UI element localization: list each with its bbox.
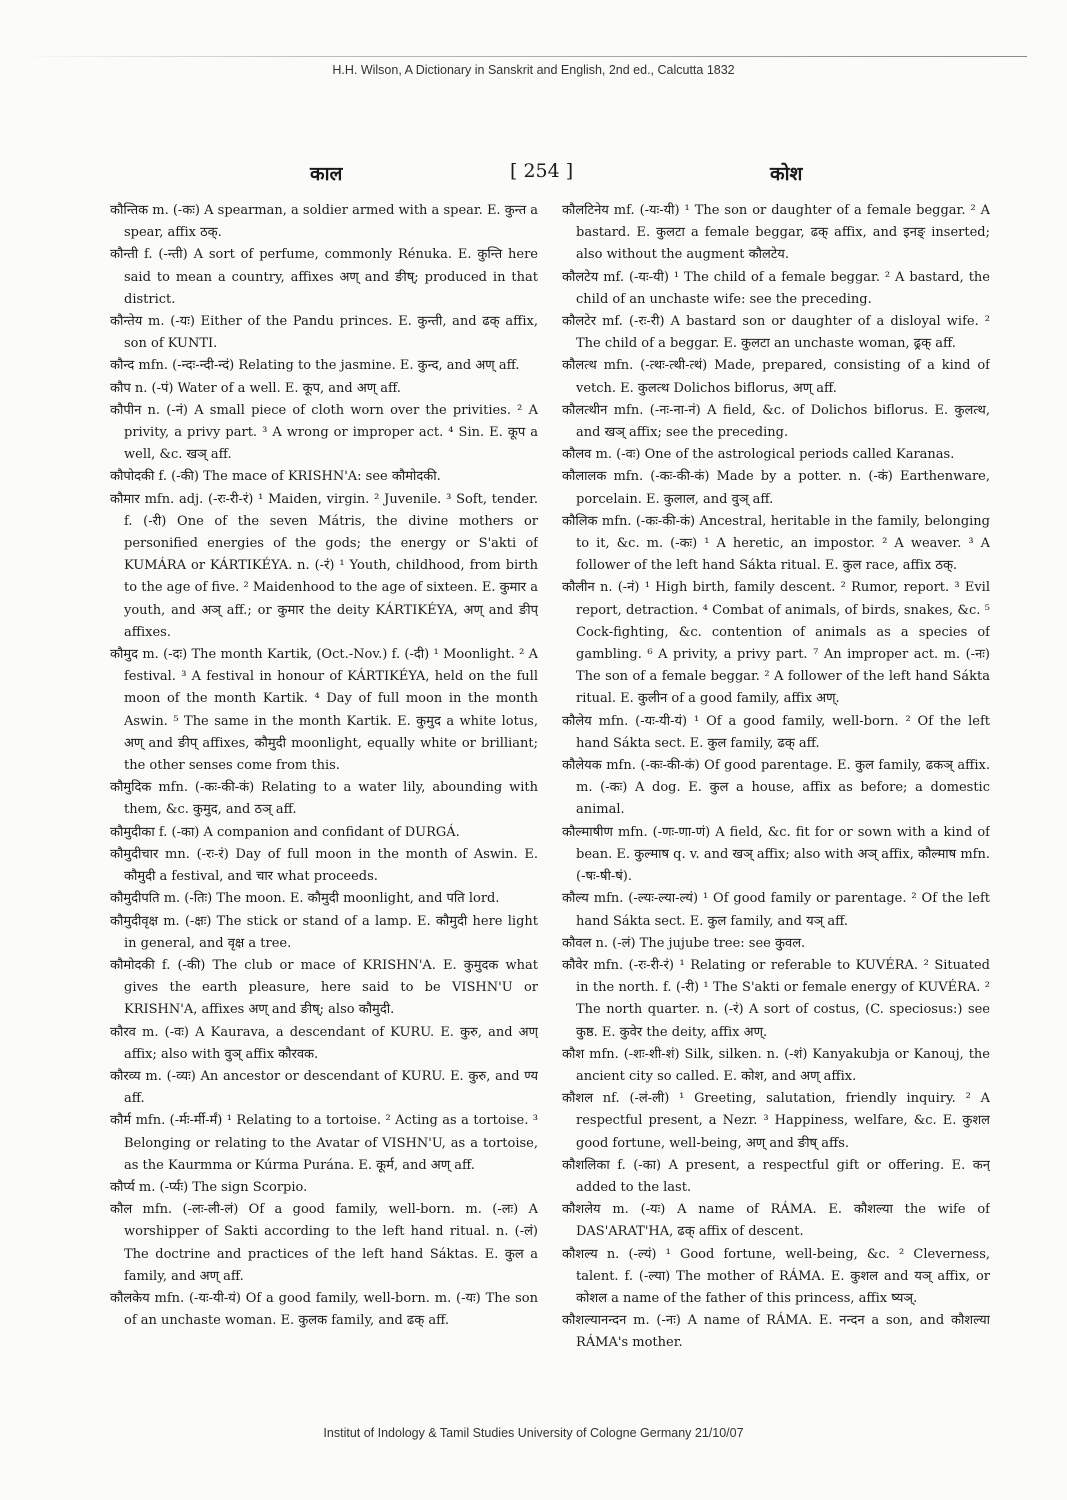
dictionary-entry: कौमुद m. (-दः) The month Kartik, (Oct.-Nov.) f. (-दी) ¹ Moonlight. ² A festival. ³ A festival in honour of KÁRTIKÉYA, held on the full moon of the month Kartik. ⁴ Day of full moon in the month Aswin. ⁵ The same in the month Kartik. E. कुमुद a white lotus, अण् and ङीप् affixes, कौमुदी moonlight, equally white or brilliant; the other senses come from this.	[110, 647, 538, 774]
dictionary-entry: कौलेयक mfn. (-कः-की-कं) Of good parentage. E. कुल family, ढकञ् affix. m. (-कः) A dog. E. कुल a house, affix as before; a domestic animal.	[562, 758, 990, 818]
dictionary-entry: कौमुदीका f. (-का) A companion and confidant of DURGÁ.	[110, 824, 460, 840]
dictionary-entry: कौन्ती f. (-न्ती) A sort of perfume, commonly Rénuka. E. कुन्ति here said to mean a country, affixes अण् and ङीष्; produced in that district.	[110, 247, 538, 307]
dictionary-entry: कौशल्यानन्दन m. (-नः) A name of RÁMA. E. नन्दन a son, and कौशल्या RÁMA's mother.	[562, 1313, 990, 1351]
dictionary-entry: कौमुदीवृक्ष m. (-क्षः) The stick or stand of a lamp. E. कौमुदी here light in general, and वृक्ष a tree.	[110, 913, 538, 951]
left-column	[110, 200, 538, 1400]
dictionary-entry: कौपीन n. (-नं) A small piece of cloth worn over the privities. ² A privity, a privy part. ³ A wrong or improper act. ⁴ Sin. E. कूप a well, &c. खञ् aff.	[110, 402, 538, 463]
running-head	[110, 160, 990, 188]
footer-note: Institut of Indology & Tamil Studies University of Cologne Germany 21/10/07	[323, 1426, 744, 1440]
dictionary-entry: कौलटिनेय mf. (-यः-यी) ¹ The son or daughter of a female beggar. ² A bastard. E. कुलटा a female beggar, ढक् affix, and इनङ् inserted; also without the augment कौलटेय.	[562, 203, 990, 263]
dictionary-entry: कौन्तिक m. (-कः) A spearman, a soldier armed with a spear. E. कुन्त a spear, affix ठक्.	[110, 203, 538, 241]
dictionary-entry: कौपोदकी f. (-की) The mace of KRISHN'A: see कौमोदकी.	[110, 469, 441, 485]
dictionary-entry: कौलीन n. (-नं) ¹ High birth, family descent. ² Rumor, report. ³ Evil report, detraction. ⁴ Combat of animals, of birds, snakes, &c. ⁵ Cock-fighting, &c. contention of animals as a species of gambling. ⁶ A privity, a privy part. ⁷ An improper act. m. (-नः) The son of a female beggar. ² A follower of the left hand Sákta ritual. E. कुलीन of a good family, affix अण्.	[562, 580, 990, 707]
dictionary-entry: कौमोदकी f. (-की) The club or mace of KRISHN'A. E. कुमुदक what gives the earth pleasure, here said to be VISHN'U or KRISHN'A, affixes अण् and ङीष्; also कौमुदी.	[110, 957, 538, 1018]
dictionary-entry: कौलटेर mf. (-रः-री) A bastard son or daughter of a disloyal wife. ² The child of a beggar. E. कुलटा an unchaste woman, ढ्रक् aff.	[562, 314, 990, 352]
dictionary-entry: कौमुदीपति m. (-तिः) The moon. E. कौमुदी moonlight, and पति lord.	[110, 891, 500, 907]
dictionary-entry: कौशल nf. (-लं-ली) ¹ Greeting, salutation, friendly inquiry. ² A respectful present, a Nezr. ³ Happiness, welfare, &c. E. कुशल good fortune, well-being, अण् and ङीष् affs.	[562, 1091, 990, 1151]
dictionary-entry: कौलत्थ mfn. (-त्थः-त्थी-त्थं) Made, prepared, consisting of a kind of vetch. E. कुलत्थ Dolichos biflorus, अण् aff.	[562, 358, 990, 396]
dictionary-entry: कौन्तेय m. (-यः) Either of the Pandu princes. E. कुन्ती, and ढक् affix, son of KUNTI.	[110, 314, 538, 352]
dictionary-entry: कौर्म mfn. (-र्मः-र्मी-र्मं) ¹ Relating to a tortoise. ² Acting as a tortoise. ³ Belonging or relating to the Avatar of VISHN'U, as a tortoise, as the Kaurmma or Kúrma Purána. E. कूर्म, and अण् aff.	[110, 1113, 538, 1173]
dictionary-entry: कौवेर mfn. (-रः-री-रं) ¹ Relating or referable to KUVÉRA. ² Situated in the north. f. (-री) ¹ The S'akti or female energy of KUVÉRA. ² The north quarter. n. (-रं) A sort of costus, (C. speciosus:) see कुष्ठ. E. कुवेर the deity, affix अण्.	[562, 957, 990, 1040]
dictionary-entry: कौलव m. (-वः) One of the astrological periods called Karanas.	[562, 447, 955, 463]
dictionary-entry: कौशलिका f. (-का) A present, a respectful gift or offering. E. कन् added to the last.	[562, 1157, 990, 1195]
right-column	[562, 200, 990, 1400]
dictionary-entry: कौश mfn. (-शः-शी-शं) Silk, silken. n. (-शं) Kanyakubja or Kanouj, the ancient city so called. E. कोश, and अण् affix.	[562, 1046, 990, 1084]
dictionary-entry: कौलत्थीन mfn. (-नः-ना-नं) A field, &c. of Dolichos biflorus. E. कुलत्थ, and खञ् affix; see the preceding.	[562, 402, 990, 441]
dictionary-entry: कौल mfn. (-लः-ली-लं) Of a good family, well-born. m. (-लः) A worshipper of Sakti according to the left hand ritual. n. (-लं) The doctrine and practices of the left hand Sáktas. E. कुल a family, and अण् aff.	[110, 1202, 538, 1284]
source-note: H.H. Wilson, A Dictionary in Sanskrit and English, 2nd ed., Calcutta 1832	[332, 63, 735, 77]
dictionary-entry: कौमार mfn. adj. (-रः-री-रं) ¹ Maiden, virgin. ² Juvenile. ³ Soft, tender. f. (-री) One of the seven Mátris, the divine mothers or personified energies of the gods; the energy or S'akti of KUMÁRA or KÁRTIKÉYA. n. (-रं) ¹ Youth, childhood, from birth to the age of five. ² Maidenhood to the age of sixteen. E. कुमार a youth, and अञ् aff.; or कुमार the deity KÁRTIKÉYA, अण् and ङीप् affixes.	[110, 491, 538, 640]
dictionary-entry: कौमुदीचार mn. (-रः-रं) Day of full moon in the month of Aswin. E. कौमुदी a festival, and चार what proceeds.	[110, 846, 538, 885]
running-head-left: काल	[310, 163, 343, 185]
dictionary-entry: कौर्प्य m. (-र्प्यः) The sign Scorpio.	[110, 1179, 308, 1195]
dictionary-entry: कौन्द mfn. (-न्दः-न्दी-न्दं) Relating to the jasmine. E. कुन्द, and अण् aff.	[110, 358, 520, 374]
dictionary-entry: कौलालक mfn. (-कः-की-कं) Made by a potter. n. (-कं) Earthenware, porcelain. E. कुलाल, and वुञ् aff.	[562, 469, 990, 507]
page-number: [ 254 ]	[510, 160, 574, 182]
dictionary-entry: कौवल n. (-लं) The jujube tree: see कुवल.	[562, 935, 806, 951]
dictionary-entry: कौशल्य n. (-ल्यं) ¹ Good fortune, well-being, &c. ² Cleverness, talent. f. (-ल्या) The mother of RÁMA. E. कुशल and यञ् affix, or कोशल a name of the father of this princess, affix ष्यञ्.	[562, 1246, 990, 1306]
dictionary-entry: कौशलेय m. (-यः) A name of RÁMA. E. कौशल्या the wife of DAS'ARAT'HA, ढक् affix of descent.	[562, 1202, 990, 1240]
dictionary-entry: कौलेय mfn. (-यः-यी-यं) ¹ Of a good family, well-born. ² Of the left hand Sákta sect. E. कुल family, ढक् aff.	[562, 713, 990, 751]
dictionary-entry: कौलकेय mfn. (-यः-यी-यं) Of a good family, well-born. m. (-यः) The son of an unchaste woman. E. कुलक family, and ढक् aff.	[110, 1290, 538, 1329]
dictionary-entry: कौरव्य m. (-व्यः) An ancestor or descendant of KURU. E. कुरु, and ण्य aff.	[110, 1068, 538, 1107]
dictionary-entry: कौरव m. (-वः) A Kaurava, a descendant of KURU. E. कुरु, and अण् affix; also with वुञ् affix कौरवक.	[110, 1024, 538, 1062]
dictionary-entry: कौप n. (-पं) Water of a well. E. कूप, and अण् aff.	[110, 380, 401, 396]
scan-edge-line	[20, 56, 1027, 57]
dictionary-entry: कौमुदिक mfn. (-कः-की-कं) Relating to a water lily, abounding with them, &c. कुमुद, and ठञ् aff.	[110, 780, 538, 818]
dictionary-entry: कौल्माषीण mfn. (-णः-णा-णं) A field, &c. fit for or sown with a kind of bean. E. कुल्माष q. v. and खञ् affix; also with अञ् affix, कौल्माष mfn. (-षः-षी-षं).	[562, 824, 990, 885]
dictionary-entry: कौलिक mfn. (-कः-की-कं) Ancestral, heritable in the family, belonging to it, &c. m. (-कः) ¹ A heretic, an impostor. ² A weaver. ³ A follower of the left hand Sákta ritual. E. कुल race, affix ठक्.	[562, 513, 990, 574]
running-head-right: कोश	[770, 163, 803, 185]
dictionary-entry: कौल्य mfn. (-ल्यः-ल्या-ल्यं) ¹ Of good family or parentage. ² Of the left hand Sákta sect. E. कुल family, and यञ् aff.	[562, 891, 990, 929]
dictionary-entry: कौलटेय mf. (-यः-यी) ¹ The child of a female beggar. ² A bastard, the child of an unchaste wife: see the preceding.	[562, 269, 990, 307]
